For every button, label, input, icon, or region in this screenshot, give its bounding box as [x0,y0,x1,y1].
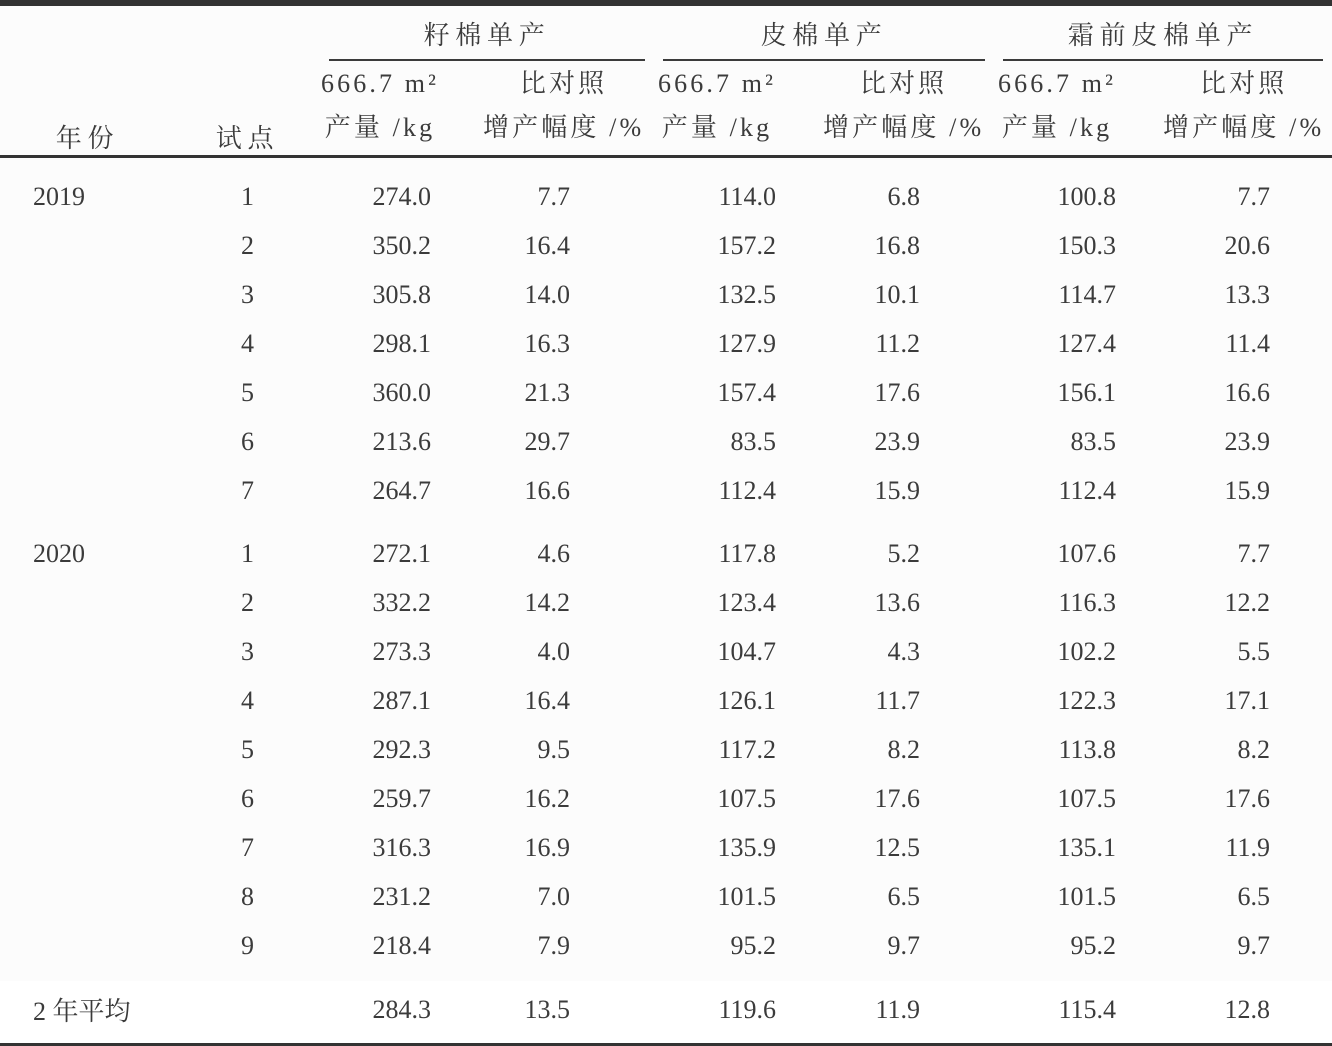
site-cell: 4 [241,328,254,358]
summary-row [0,970,1332,1045]
value-cell: 292.3 [372,734,431,764]
value-cell: 7.9 [537,930,571,960]
value-cell: 273.3 [372,636,431,666]
value-cell: 9.7 [887,930,921,960]
site-cell: 3 [241,279,254,309]
value-cell: 272.1 [372,538,431,568]
table-row [0,725,1332,774]
value-cell: 332.2 [372,587,431,617]
value-cell: 9.7 [1237,930,1271,960]
value-cell: 11.7 [875,685,921,715]
table-row [0,157,1332,222]
site-cell: 5 [241,377,254,407]
value-cell: 7.7 [1237,538,1271,568]
value-cell: 13.5 [524,994,571,1024]
value-cell: 360.0 [372,377,431,407]
subheader-lint-area-yield [654,61,822,157]
value-cell: 16.4 [524,685,571,715]
value-cell: 8.2 [1237,734,1271,764]
value-cell: 264.7 [372,475,431,505]
table-row [0,270,1332,319]
value-cell: 11.2 [875,328,921,358]
value-cell: 4.0 [537,636,571,666]
value-cell: 11.9 [1225,832,1271,862]
value-cell: 16.8 [874,230,921,260]
value-cell: 316.3 [372,832,431,862]
value-cell: 101.5 [1057,881,1117,911]
value-cell: 287.1 [372,685,431,715]
subheader-line2: 增产幅度 /% [1163,113,1325,142]
value-cell: 10.1 [874,279,921,309]
value-cell: 5.5 [1237,636,1271,666]
value-cell: 350.2 [372,230,431,260]
value-cell: 6.8 [887,181,921,211]
site-cell: 4 [241,685,254,715]
year-cell [0,368,175,417]
value-cell: 7.7 [537,181,571,211]
value-cell: 17.6 [874,783,921,813]
value-cell: 115.4 [1058,994,1117,1024]
value-cell: 95.2 [730,930,777,960]
value-cell: 15.9 [1224,475,1271,505]
value-cell: 156.1 [1057,377,1117,407]
subheader-line1: 666.7 m² [658,69,777,98]
value-cell: 112.4 [718,475,777,505]
year-cell [0,270,175,319]
value-cell: 132.5 [717,279,777,309]
value-cell: 4.3 [887,636,921,666]
table-row [0,872,1332,921]
subheader-prefrost-area-yield [994,61,1162,157]
value-cell: 20.6 [1224,230,1271,260]
year-cell [0,417,175,466]
value-cell: 231.2 [372,881,431,911]
value-cell: 157.2 [717,230,777,260]
value-cell: 17.1 [1224,685,1271,715]
subheader-line2: 增产幅度 /% [823,113,985,142]
value-cell: 117.8 [718,538,777,568]
value-cell: 12.5 [874,832,921,862]
table-row [0,774,1332,823]
site-cell: 5 [241,734,254,764]
value-cell: 107.6 [1057,538,1117,568]
table-row [0,221,1332,270]
value-cell: 16.6 [1224,377,1271,407]
value-cell: 16.9 [524,832,571,862]
value-cell: 11.4 [1225,328,1271,358]
subheader-line1: 比对照 [519,69,608,98]
table-row [0,921,1332,970]
site-cell: 7 [241,832,254,862]
value-cell: 114.7 [1058,279,1117,309]
value-cell: 16.2 [524,783,571,813]
value-cell: 135.1 [1057,832,1117,862]
value-cell: 83.5 [730,426,777,456]
year-cell: 2 年平均 [33,997,131,1026]
subheader-line2: 产量 /kg [661,113,773,142]
value-cell: 107.5 [717,783,777,813]
value-cell: 218.4 [372,930,431,960]
value-cell: 23.9 [874,426,921,456]
value-cell: 107.5 [1057,783,1117,813]
group-header-seed-cotton-yield [320,3,654,61]
year-cell [0,221,175,270]
site-cell: 6 [241,426,254,456]
value-cell: 123.4 [717,587,777,617]
value-cell: 150.3 [1057,230,1117,260]
value-cell: 14.0 [524,279,571,309]
value-cell: 101.5 [717,881,777,911]
site-column-label: 试点 [215,124,280,153]
year-cell: 2020 [33,538,85,568]
group-title-seed-cotton: 籽棉单产 [329,15,645,61]
subheader-line2: 产量 /kg [324,113,436,142]
value-cell: 6.5 [887,881,921,911]
value-cell: 113.8 [1058,734,1117,764]
year-cell [0,676,175,725]
value-cell: 104.7 [717,636,777,666]
year-cell [0,823,175,872]
value-cell: 16.4 [524,230,571,260]
subheader-line1: 比对照 [859,69,948,98]
site-cell: 8 [241,881,254,911]
value-cell: 16.3 [524,328,571,358]
year-cell [0,319,175,368]
value-cell: 7.0 [537,881,571,911]
value-cell: 112.4 [1058,475,1117,505]
table-row [0,319,1332,368]
year-cell [0,921,175,970]
site-cell: 9 [241,930,254,960]
subheader-prefrost-increase-pct [1162,61,1332,157]
value-cell: 12.8 [1224,994,1271,1024]
value-cell: 23.9 [1224,426,1271,456]
value-cell: 284.3 [372,994,431,1024]
value-cell: 11.9 [875,994,921,1024]
value-cell: 213.6 [372,426,431,456]
subheader-line1: 666.7 m² [998,69,1117,98]
group-header-prefrost-lint-yield [994,3,1332,61]
value-cell: 13.6 [874,587,921,617]
site-column-header [175,3,320,157]
value-cell: 8.2 [887,734,921,764]
value-cell: 5.2 [887,538,921,568]
year-cell [0,466,175,515]
value-cell: 102.2 [1057,636,1117,666]
group-header-row [0,3,1332,61]
value-cell: 119.6 [718,994,777,1024]
value-cell: 16.6 [524,475,571,505]
value-cell: 21.3 [524,377,571,407]
site-cell [175,970,320,1045]
site-cell: 7 [241,475,254,505]
value-cell: 14.2 [524,587,571,617]
site-cell: 2 [241,230,254,260]
year-column-label: 年份 [55,124,120,153]
table-row [0,676,1332,725]
value-cell: 117.2 [718,734,777,764]
year-cell: 2019 [33,181,85,211]
value-cell: 7.7 [1237,181,1271,211]
table-row [0,627,1332,676]
site-cell: 6 [241,783,254,813]
value-cell: 127.4 [1057,328,1117,358]
table-row [0,823,1332,872]
value-cell: 83.5 [1070,426,1117,456]
site-cell: 2 [241,587,254,617]
subheader-lint-increase-pct [822,61,994,157]
value-cell: 15.9 [874,475,921,505]
value-cell: 305.8 [372,279,431,309]
value-cell: 259.7 [372,783,431,813]
subheader-line1: 666.7 m² [321,69,439,98]
value-cell: 122.3 [1057,685,1117,715]
value-cell: 274.0 [372,181,431,211]
value-cell: 9.5 [537,734,571,764]
year-cell [0,725,175,774]
subheader-line2: 产量 /kg [1001,113,1113,142]
value-cell: 298.1 [372,328,431,358]
value-cell: 12.2 [1224,587,1271,617]
value-cell: 95.2 [1070,930,1117,960]
table-row [0,466,1332,515]
value-cell: 127.9 [717,328,777,358]
group-title-prefrost-lint: 霜前皮棉单产 [1003,15,1323,61]
table-body [0,157,1332,1045]
subheader-line1: 比对照 [1199,69,1288,98]
value-cell: 6.5 [1237,881,1271,911]
value-cell: 114.0 [718,181,777,211]
year-cell [0,627,175,676]
table-row [0,515,1332,578]
group-header-lint-yield [654,3,994,61]
table-row [0,417,1332,466]
value-cell: 17.6 [874,377,921,407]
year-cell [0,578,175,627]
value-cell: 157.4 [717,377,777,407]
value-cell: 116.3 [1058,587,1117,617]
value-cell: 126.1 [717,685,777,715]
site-cell: 1 [241,181,254,211]
group-title-lint: 皮棉单产 [663,15,985,61]
year-cell [0,774,175,823]
year-column-header [0,3,175,157]
site-cell: 1 [241,538,254,568]
value-cell: 13.3 [1224,279,1271,309]
year-cell [0,872,175,921]
value-cell: 100.8 [1057,181,1117,211]
table-row [0,368,1332,417]
site-cell: 3 [241,636,254,666]
subheader-seed-increase-pct [482,61,654,157]
value-cell: 4.6 [537,538,571,568]
value-cell: 135.9 [717,832,777,862]
table-row [0,578,1332,627]
value-cell: 17.6 [1224,783,1271,813]
subheader-seed-area-yield [320,61,482,157]
value-cell: 29.7 [524,426,571,456]
subheader-line2: 增产幅度 /% [483,113,645,142]
